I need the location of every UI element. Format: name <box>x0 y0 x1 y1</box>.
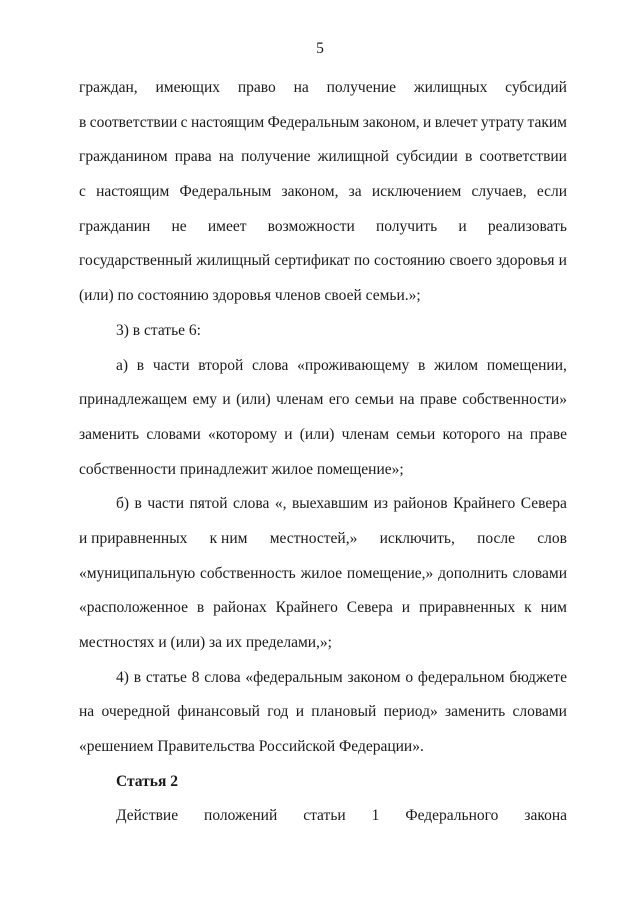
word: жилищной <box>317 148 389 166</box>
word: если <box>536 183 567 201</box>
word: принадлежащем <box>79 391 188 409</box>
word: «муниципальную <box>79 564 196 582</box>
word: (или) <box>236 391 271 409</box>
word: право <box>237 79 276 96</box>
word: государственный <box>79 252 193 270</box>
word: федеральном <box>417 668 505 686</box>
word: заменить <box>445 703 506 721</box>
text-line <box>79 702 567 737</box>
word: субсидий <box>505 79 567 96</box>
word: членам <box>276 391 324 409</box>
word: и <box>401 599 411 617</box>
word: и приравненных <box>79 529 188 547</box>
word: плановый <box>311 703 377 721</box>
page-number: 5 <box>316 40 324 57</box>
word: из <box>373 495 389 513</box>
word: 4) <box>116 668 129 686</box>
word: 1 <box>371 807 380 825</box>
word: по <box>353 252 370 270</box>
word: «федеральным <box>245 668 343 686</box>
word: и <box>222 391 231 409</box>
word: на <box>399 391 415 409</box>
word: Федеральным <box>179 183 272 201</box>
word: части <box>147 495 184 513</box>
text-line <box>79 78 567 113</box>
word: реализовать <box>487 217 567 235</box>
word: законом, <box>281 183 339 201</box>
word: б) <box>116 495 130 513</box>
word: «проживающему <box>297 356 410 374</box>
word: за <box>348 183 362 201</box>
word: к <box>524 599 532 617</box>
word: словами <box>512 564 567 582</box>
word: и <box>295 703 304 721</box>
text-line <box>79 147 567 182</box>
word: праве <box>529 425 567 443</box>
text-line <box>79 494 567 529</box>
word: собственности» <box>462 391 567 409</box>
word: гражданином <box>79 148 168 166</box>
word: в <box>79 113 87 131</box>
text-line <box>79 529 567 564</box>
word: влечет <box>434 113 478 131</box>
text-line <box>79 564 567 599</box>
word: получить <box>375 217 438 235</box>
word: исключением <box>371 183 462 201</box>
text-line <box>79 598 567 633</box>
word: слова <box>204 668 241 686</box>
word: таким <box>527 113 567 131</box>
word: возможности <box>267 217 355 235</box>
word: исключить, <box>379 529 455 547</box>
word: имеет <box>207 217 247 235</box>
word: пятой <box>189 495 228 513</box>
text-line <box>79 390 567 425</box>
text-line <box>79 425 567 460</box>
word: а) <box>116 356 129 374</box>
word: в <box>418 356 426 374</box>
word: с <box>180 113 188 131</box>
word: которого <box>442 425 501 443</box>
word: соответствии <box>89 113 178 131</box>
word: семьи <box>396 425 436 443</box>
text-line: «решением Правительства Российской Федерации». <box>79 738 424 756</box>
word: после <box>477 529 516 547</box>
word: и <box>558 252 567 270</box>
text-line: местностях и (или) за их пределами,»; <box>79 634 332 651</box>
word: Федеральным <box>267 113 360 131</box>
word: к ним <box>209 529 248 547</box>
text-line <box>79 251 567 286</box>
word: местностей,» <box>269 529 358 547</box>
word: дополнить <box>438 564 508 582</box>
word: о <box>405 668 414 686</box>
word: год <box>267 703 289 721</box>
word: получение <box>326 79 397 96</box>
word: помещении, <box>486 356 567 374</box>
word: на <box>218 148 234 166</box>
word: в <box>196 599 205 617</box>
word: выехавшим <box>291 495 369 513</box>
word: «расположенное <box>79 599 188 617</box>
word: и <box>458 217 467 235</box>
word: бюджете <box>509 668 567 686</box>
word: районах <box>213 599 267 617</box>
word: второй <box>198 356 244 374</box>
word: Крайнего <box>453 495 516 513</box>
word: субсидии <box>396 148 458 166</box>
text-line: 3) в статье 6: <box>116 321 201 339</box>
word: ему <box>192 391 218 409</box>
word: очередной <box>101 703 171 721</box>
word: в <box>464 148 473 166</box>
word: гражданин <box>79 217 151 235</box>
word: своего <box>449 252 492 270</box>
text-line <box>79 217 567 252</box>
word: Федерального <box>405 807 499 825</box>
word: словами <box>512 703 567 721</box>
word: соответствии <box>479 148 567 166</box>
word: статье <box>145 668 187 686</box>
word: с <box>79 183 86 201</box>
word: заменить <box>79 425 140 443</box>
word: утрату <box>480 113 525 131</box>
article-heading: Статья 2 <box>116 772 178 790</box>
word: здоровья <box>496 252 555 270</box>
word: настоящим <box>190 113 265 131</box>
word: членам <box>341 425 390 443</box>
word: жилищный <box>196 252 271 270</box>
text-line <box>79 668 567 703</box>
word: семьи <box>354 391 394 409</box>
text-line: (или) по состоянию здоровья членов своей семьи.»; <box>79 287 421 305</box>
word: слов <box>537 529 567 547</box>
word: словами <box>146 425 201 443</box>
word: и <box>284 425 293 443</box>
word: ним <box>540 599 567 617</box>
word: праве <box>419 391 457 409</box>
word: сертификат <box>274 252 350 270</box>
word: получение <box>241 148 311 166</box>
word: Севера <box>346 599 393 617</box>
word: период» <box>383 703 438 721</box>
text-line <box>79 356 567 391</box>
word: и <box>423 113 432 131</box>
text-line: собственности принадлежит жилое помещение»; <box>79 460 404 478</box>
word: случаев, <box>471 183 527 201</box>
word: собственность <box>200 564 296 582</box>
word: состоянию <box>374 252 446 270</box>
word: жилое <box>300 564 343 582</box>
word: в <box>136 356 145 374</box>
document-body <box>79 78 567 841</box>
word: районов <box>393 495 448 513</box>
word: приравненных <box>419 599 516 617</box>
word: граждан, <box>79 79 138 96</box>
word: настоящим <box>96 183 170 201</box>
word: права <box>174 148 212 166</box>
word: имеющих <box>155 79 221 96</box>
word: части <box>152 356 190 374</box>
word: «которому <box>207 425 278 443</box>
word: положений <box>204 807 278 825</box>
word: статьи <box>303 807 346 825</box>
word: слова <box>252 356 289 374</box>
word: на <box>293 79 309 96</box>
word: законом, <box>362 113 420 131</box>
word: помещение,» <box>346 564 434 582</box>
word: не <box>171 217 187 235</box>
text-line <box>79 182 567 217</box>
word: жилом <box>434 356 479 374</box>
word: на <box>507 425 523 443</box>
word: (или) <box>299 425 335 443</box>
word: закона <box>524 807 567 825</box>
word: в <box>134 495 142 513</box>
word: Севера <box>520 495 567 513</box>
word: слова <box>233 495 270 513</box>
word: Крайнего <box>275 599 338 617</box>
word: Действие <box>116 807 179 825</box>
word: жилищных <box>413 79 488 96</box>
word: в <box>133 668 142 686</box>
text-line <box>79 113 567 148</box>
word: 8 <box>191 668 200 686</box>
word: его <box>328 391 350 409</box>
word: финансовый <box>177 703 260 721</box>
word: на <box>79 703 95 721</box>
text-line <box>79 806 567 841</box>
word: «, <box>274 495 287 513</box>
word: законом <box>347 668 401 686</box>
